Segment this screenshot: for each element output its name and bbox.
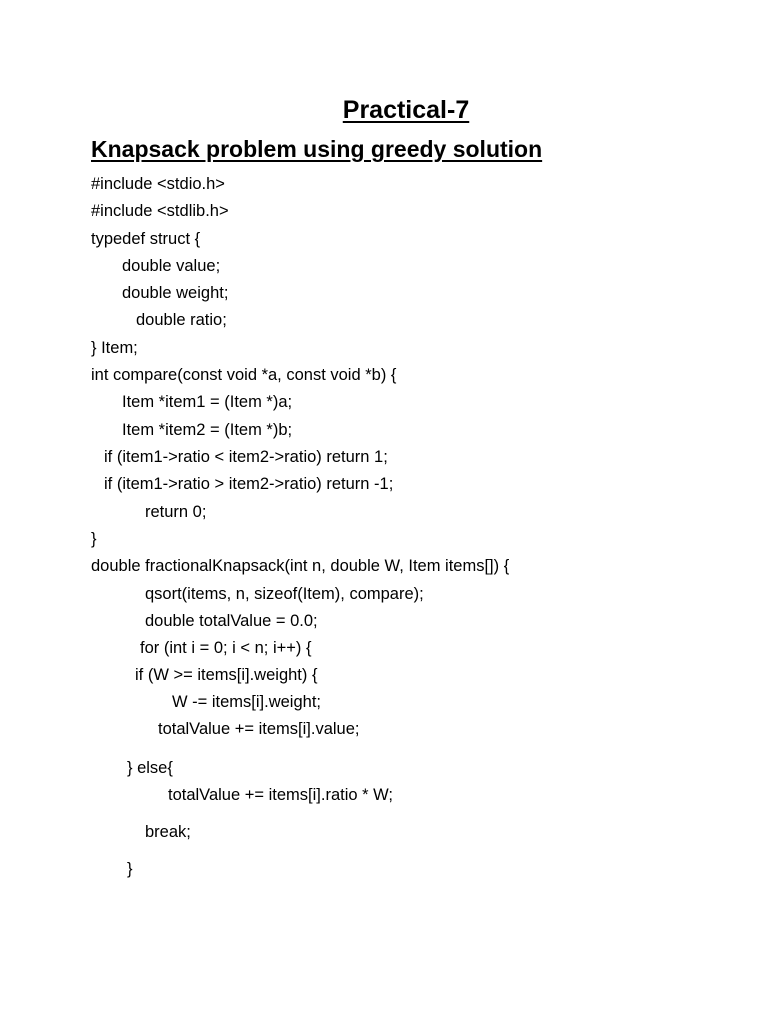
code-line: #include <stdio.h>: [91, 175, 225, 193]
code-line: } else{: [127, 759, 173, 777]
code-line: double weight;: [122, 284, 229, 302]
code-line: for (int i = 0; i < n; i++) {: [140, 639, 312, 657]
code-line: int compare(const void *a, const void *b) {: [91, 366, 397, 384]
code-line: totalValue += items[i].value;: [158, 720, 360, 738]
code-line: return 0;: [145, 503, 207, 521]
code-line: totalValue += items[i].ratio * W;: [168, 786, 393, 804]
code-line: if (item1->ratio < item2->ratio) return 1;: [104, 448, 388, 466]
code-line: double ratio;: [136, 311, 227, 329]
code-line: Item *item2 = (Item *)b;: [122, 421, 293, 439]
section-heading: Knapsack problem using greedy solution: [91, 136, 543, 162]
code-line: double fractionalKnapsack(int n, double W, Item items[]) {: [91, 557, 510, 575]
code-line: }: [91, 530, 97, 548]
code-line: if (item1->ratio > item2->ratio) return -1;: [104, 475, 394, 493]
code-line: #include <stdlib.h>: [91, 202, 229, 220]
code-line: break;: [145, 823, 191, 841]
code-line: Item *item1 = (Item *)a;: [122, 393, 293, 411]
code-line: double value;: [122, 257, 221, 275]
code-line: typedef struct {: [91, 230, 201, 248]
code-line: W -= items[i].weight;: [172, 693, 321, 711]
code-line: qsort(items, n, sizeof(Item), compare);: [145, 585, 424, 603]
code-line: if (W >= items[i].weight) {: [135, 666, 318, 684]
code-line: double totalValue = 0.0;: [145, 612, 318, 630]
code-line: } Item;: [91, 339, 138, 357]
page-title: Practical-7: [342, 96, 470, 124]
code-line: }: [127, 860, 133, 878]
